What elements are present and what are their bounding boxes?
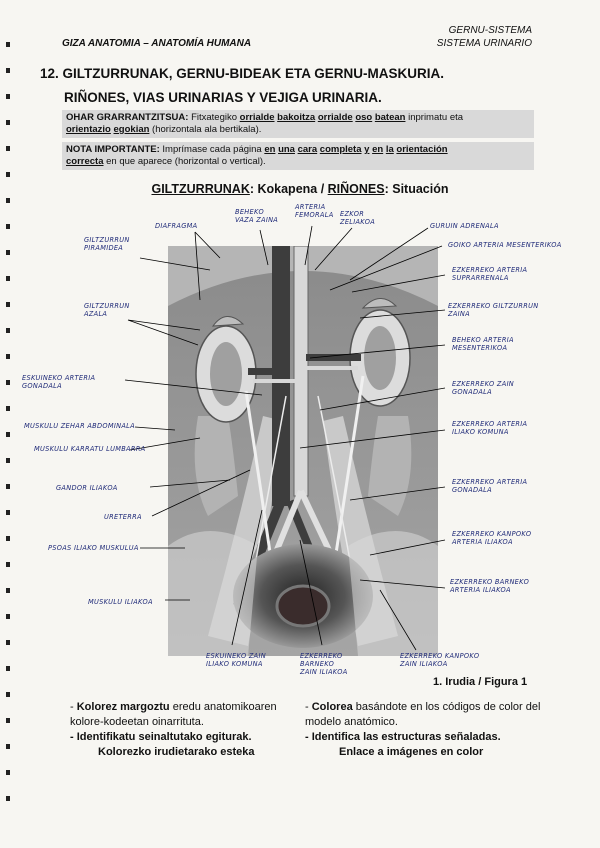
label-left-external-iliac-vein: EZKERREKO KANPOKO ZAIN ILIAKOA bbox=[400, 652, 480, 668]
note-underlined: una bbox=[278, 144, 295, 155]
instruction-color-eu-bold: Kolorez margoztu bbox=[76, 701, 170, 713]
label-renal-cortex: GILTZURRUN AZALA bbox=[84, 302, 130, 318]
label-left-gonadal-artery: EZKERREKO ARTERIA GONADALA bbox=[452, 478, 528, 494]
note-underlined: en bbox=[264, 144, 276, 155]
instruction-color-es-text: basándote en los códigos de color del modelo anatómico. bbox=[305, 701, 541, 728]
note-underlined: en bbox=[372, 144, 384, 155]
instruction-identify-eu-text: Identifikatu seinaltutako egiturak. bbox=[76, 731, 252, 743]
label-left-internal-iliac-vein: EZKERREKO BARNEKO ZAIN ILIAKOA bbox=[300, 652, 348, 676]
note-text: en que aparece (horizontal o vertical). bbox=[103, 156, 266, 167]
label-left-common-iliac-artery: EZKERREKO ARTERIA ILIAKO KOMUNA bbox=[452, 420, 528, 436]
label-inferior-vena-cava: BEHEKO VAZA ZAINA bbox=[235, 208, 279, 224]
note-underlined: bakoitza bbox=[277, 112, 316, 123]
figure-title-kidneys-es: RIÑONES bbox=[327, 182, 385, 196]
section-heading-eu: 12. GILTZURRUNAK, GERNU-BIDEAK ETA GERNU-MASKURIA. bbox=[40, 66, 444, 81]
label-left-renal-vein: EZKERREKO GILTZURRUN ZAINA bbox=[448, 302, 539, 318]
label-transversus-abdominis: MUSKULU ZEHAR ABDOMINALA bbox=[24, 422, 135, 430]
label-left-suprarenal-artery: EZKERREKO ARTERIA SUPRARRENALA bbox=[452, 266, 528, 282]
instruction-color-eu: - Kolorez margoztu eredu anatomikoaren kolore-kodeetan oinarrituta. bbox=[70, 701, 277, 728]
instructions-basque bbox=[70, 700, 305, 760]
header-system-eu: GERNU-SISTEMA bbox=[448, 25, 532, 36]
label-renal-pyramid: GILTZURRUN PIRAMIDEA bbox=[84, 236, 130, 252]
figure-title-location-eu: : Kokapena / bbox=[249, 182, 328, 196]
figure-title-kidneys-eu: GILTZURRUNAK bbox=[151, 182, 250, 196]
note-text: inprimatu eta bbox=[405, 112, 464, 123]
note-underlined: batean bbox=[374, 112, 406, 123]
instruction-color-es-bold: Colorea bbox=[311, 701, 353, 713]
note-es-label: NOTA IMPORTANTE: bbox=[66, 144, 160, 155]
label-right-common-iliac-vein: ESKUINEKO ZAIN ILIAKO KOMUNA bbox=[206, 652, 266, 668]
figure-title-location-es: : Situación bbox=[384, 182, 449, 196]
note-underlined: la bbox=[385, 144, 394, 155]
label-celiac-trunk: EZKOR ZELIAKOA bbox=[340, 210, 376, 226]
label-left-gonadal-vein: EZKERREKO ZAIN GONADALA bbox=[452, 380, 515, 396]
note-underlined: oso bbox=[355, 112, 373, 123]
figure-caption: 1. Irudia / Figura 1 bbox=[433, 676, 528, 688]
label-quadratus-lumborum: MUSKULU KARRATU LUMBARRA bbox=[34, 445, 146, 453]
color-images-link-es[interactable]: Enlace a imágenes en color bbox=[339, 746, 484, 758]
note-underlined: orrialde bbox=[239, 112, 275, 123]
instruction-identify-eu: - Identifikatu seinaltutako egiturak. bbox=[70, 731, 252, 743]
label-iliac-crest: GANDOR ILIAKOA bbox=[56, 484, 118, 492]
note-underlined: cara bbox=[297, 144, 318, 155]
note-underlined: y bbox=[364, 144, 370, 155]
instruction-color-es: - Colorea basándote en los códigos de color del modelo anatómico. bbox=[305, 701, 541, 728]
note-text: Imprímase cada página bbox=[159, 144, 265, 155]
label-diaphragm: DIAFRAGMA bbox=[155, 222, 198, 230]
note-underlined: orrialde bbox=[317, 112, 353, 123]
instruction-color-eu-text: eredu anatomikoaren kolore-kodeetan oinarrituta. bbox=[70, 701, 277, 728]
section-heading-es: RIÑONES, VIAS URINARIAS Y VEJIGA URINARIA. bbox=[64, 90, 382, 105]
instructions-spanish bbox=[305, 700, 545, 760]
note-underlined: orientación bbox=[396, 144, 448, 155]
label-iliopsoas: PSOAS ILIAKO MUSKULUA bbox=[48, 544, 139, 552]
label-left-internal-iliac-artery: EZKERREKO BARNEKO ARTERIA ILIAKOA bbox=[450, 578, 530, 594]
header-course-title: GIZA ANATOMIA – ANATOMÍA HUMANA bbox=[62, 38, 252, 49]
label-iliacus: MUSKULU ILIAKOA bbox=[88, 598, 153, 606]
label-adrenal-gland: GURUIN ADRENALA bbox=[430, 222, 499, 230]
label-right-gonadal-artery: ESKUINEKO ARTERIA GONADALA bbox=[22, 374, 96, 390]
note-text: (horizontala ala bertikala). bbox=[149, 124, 262, 135]
label-superior-mesenteric-artery: GOIKO ARTERIA MESENTERIKOA bbox=[448, 241, 562, 249]
color-images-link-eu[interactable]: Kolorezko irudietarako esteka bbox=[98, 746, 255, 758]
note-underlined: correcta bbox=[66, 156, 104, 167]
note-underlined: completa bbox=[319, 144, 362, 155]
label-left-external-iliac-artery: EZKERREKO KANPOKO ARTERIA ILIAKOA bbox=[452, 530, 532, 546]
label-femoral-artery: ARTERIA FEMORALA bbox=[295, 203, 334, 219]
instruction-identify-es-text: Identifica las estructuras señaladas. bbox=[311, 731, 501, 743]
note-text: Fitxategiko bbox=[188, 112, 240, 123]
instruction-identify-es: - Identifica las estructuras señaladas. bbox=[305, 731, 501, 743]
note-underlined: egokian bbox=[113, 124, 150, 135]
label-ureter: URETERRA bbox=[104, 513, 142, 521]
label-inferior-mesenteric-artery: BEHEKO ARTERIA MESENTERIKOA bbox=[452, 336, 514, 352]
header-system-es: SISTEMA URINARIO bbox=[436, 38, 532, 49]
note-underlined: orientazio bbox=[66, 124, 111, 135]
note-eu-label: OHAR GRARRANTZITSUA: bbox=[66, 112, 189, 123]
